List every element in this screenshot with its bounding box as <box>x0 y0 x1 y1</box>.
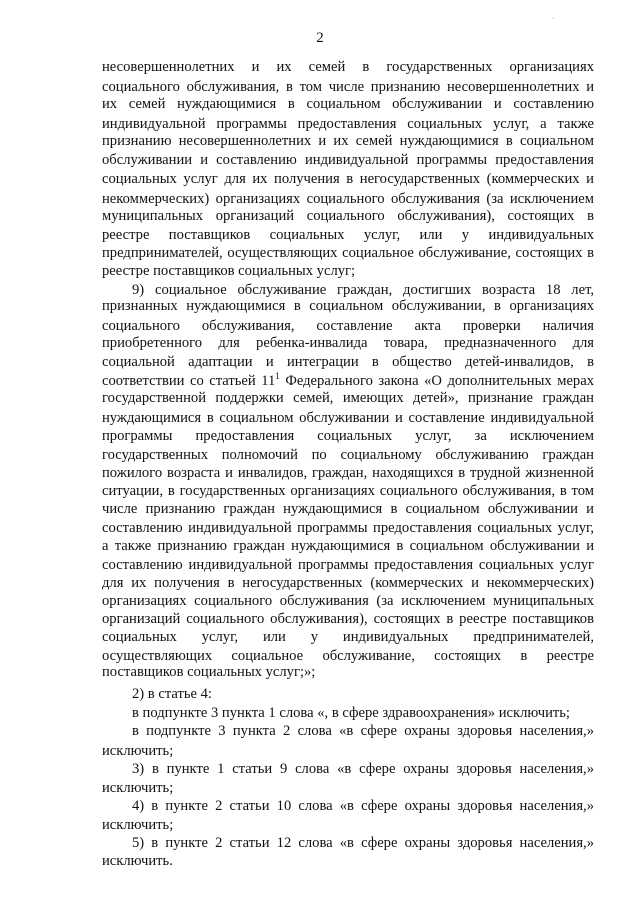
text-line: 4) в пункте 2 статьи 10 слова «в сфере охраны здоровья населения,» <box>132 798 594 814</box>
text-line: а также признанию граждан нуждающимися в социальном обслуживании и <box>102 538 594 554</box>
text-line: признанию несовершеннолетних и их семей нуждающимися в социальном <box>102 133 594 149</box>
text-line: государственной поддержки семей, имеющих детей», признание граждан <box>102 390 594 406</box>
text-line: социальных услуг, или у индивидуальных предпринимателей, <box>102 629 594 645</box>
text-line: социальных услуг для их получения в негосударственных (коммерческих и <box>102 171 594 187</box>
text-line: ситуации, в государственных организациях социального обслуживания, в том <box>102 483 594 499</box>
text-line: поставщиков социальных услуг;»; <box>102 664 316 680</box>
text-line <box>102 372 594 390</box>
text-line: реестре поставщиков социальных услуг; <box>102 263 356 279</box>
text-line: организациях социального обслуживания (за исключением муниципальных <box>102 593 594 609</box>
text-line: в подпункте 3 пункта 1 слова «, в сфере здравоохранения» исключить; <box>132 705 570 721</box>
text-line: 9) социальное обслуживание граждан, достигших возраста 18 лет, <box>132 282 594 298</box>
text-line: обслуживании и составлению индивидуальной программы предоставления <box>102 152 594 168</box>
text-line: составлению индивидуальной программы предоставления социальных услуг, <box>102 520 594 536</box>
text-line: организаций социального обслуживания), состоящих в реестре поставщиков <box>102 611 594 627</box>
text-segment: соответствии со статьей 11 <box>102 373 276 389</box>
text-line: программы предоставления социальных услуг, за исключением <box>102 428 594 444</box>
text-segment: Федерального закона «О дополнительных мерах <box>279 373 594 389</box>
text-line: реестре поставщиков социальных услуг, или у индивидуальных <box>102 227 594 243</box>
text-line: признанных нуждающимися в социальном обслуживании, в организациях <box>102 298 594 314</box>
scan-mark: · <box>552 14 555 23</box>
text-line: социального обслуживания, в том числе признанию несовершеннолетних и <box>102 79 594 95</box>
text-line: 2) в статье 4: <box>132 686 212 702</box>
page-number: 2 <box>316 30 324 46</box>
text-line: их семей нуждающимися в социальном обслуживании и составлению <box>102 96 594 112</box>
text-line: исключить; <box>102 780 174 796</box>
text-line: в подпункте 3 пункта 2 слова «в сфере охраны здоровья населения,» <box>132 723 594 739</box>
text-line: нуждающимися в социальном обслуживании и составление индивидуальной <box>102 410 594 426</box>
text-line: несовершеннолетних и их семей в государственных организациях <box>102 59 594 75</box>
text-line: индивидуальной программы предоставления социальных услуг, а также <box>102 116 594 132</box>
text-line: социальной адаптации и интеграции в общество детей-инвалидов, в <box>102 354 594 370</box>
text-line: исключить; <box>102 743 174 759</box>
text-line: 3) в пункте 1 статьи 9 слова «в сфере охраны здоровья населения,» <box>132 761 594 777</box>
text-line: социального обслуживания, составление акта проверки наличия <box>102 318 594 334</box>
superscript: 1 <box>275 371 280 381</box>
text-line: 5) в пункте 2 статьи 12 слова «в сфере охраны здоровья населения,» <box>132 835 594 851</box>
text-line: исключить. <box>102 853 173 869</box>
text-line: некоммерческих) организациях социального обслуживания (за исключением <box>102 191 594 207</box>
text-line: исключить; <box>102 817 174 833</box>
text-line: пожилого возраста и инвалидов, граждан, находящихся в трудной жизненной <box>102 465 594 481</box>
text-line: предпринимателей, осуществляющих социальное обслуживание, состоящих в <box>102 245 594 261</box>
text-line: для их получения в негосударственных (коммерческих и некоммерческих) <box>102 575 594 591</box>
text-line: осуществляющих социальное обслуживание, состоящих в реестре <box>102 648 594 664</box>
text-line: государственных полномочий по социальному обслуживанию граждан <box>102 447 594 463</box>
text-line: приобретенного для ребенка-инвалида товара, предназначенного для <box>102 335 594 351</box>
text-line: числе признанию граждан нуждающимися в социальном обслуживании и <box>102 501 594 517</box>
text-line: составлению индивидуальной программы предоставления социальных услуг <box>102 557 594 573</box>
text-line: муниципальных организаций социального обслуживания), состоящих в <box>102 208 594 224</box>
